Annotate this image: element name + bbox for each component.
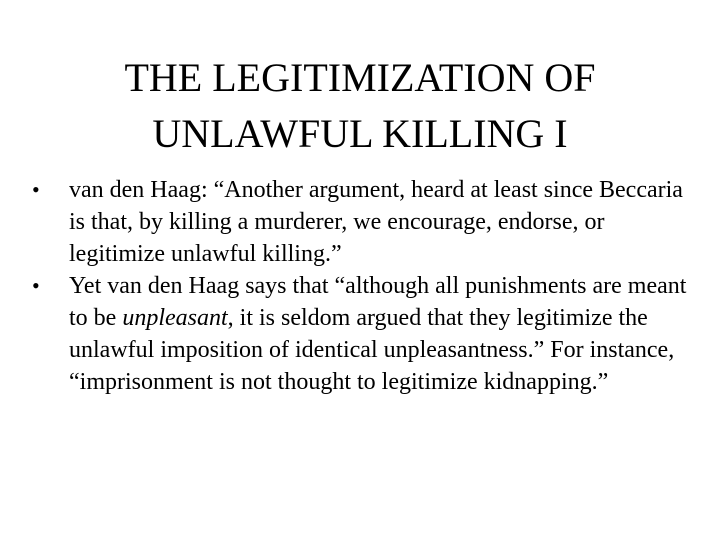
slide-title: [40, 50, 680, 162]
bullet-text-2-end: , it is seldom argued that they legitimize the unlawful imposition of identical unpleasantness.” For instance, “imprisonment is not thought to legitimize kidnapping.”: [69, 305, 675, 395]
bullet-text-1: van den Haag: “Another argument, heard at least since Beccaria is that, by killing a murderer, we encourage, endorse, or legitimize unlawful killing.”: [69, 177, 683, 267]
bullet-icon: •: [32, 273, 40, 298]
bullet-text-2: [69, 273, 686, 395]
bullet-list: [30, 174, 690, 398]
bullet-text-2-start: Yet van den Haag says that “although all punishments are meant to be: [69, 273, 687, 331]
bullet-text-2-emphasis: unpleasant: [122, 305, 228, 331]
bullet-item-2: [30, 270, 690, 398]
bullet-icon: •: [32, 177, 40, 202]
slide-title-line-1: THE LEGITIMIZATION OF: [124, 55, 596, 100]
slide-title-line-2: UNLAWFUL KILLING I: [152, 111, 568, 156]
bullet-item-1: [30, 174, 690, 270]
